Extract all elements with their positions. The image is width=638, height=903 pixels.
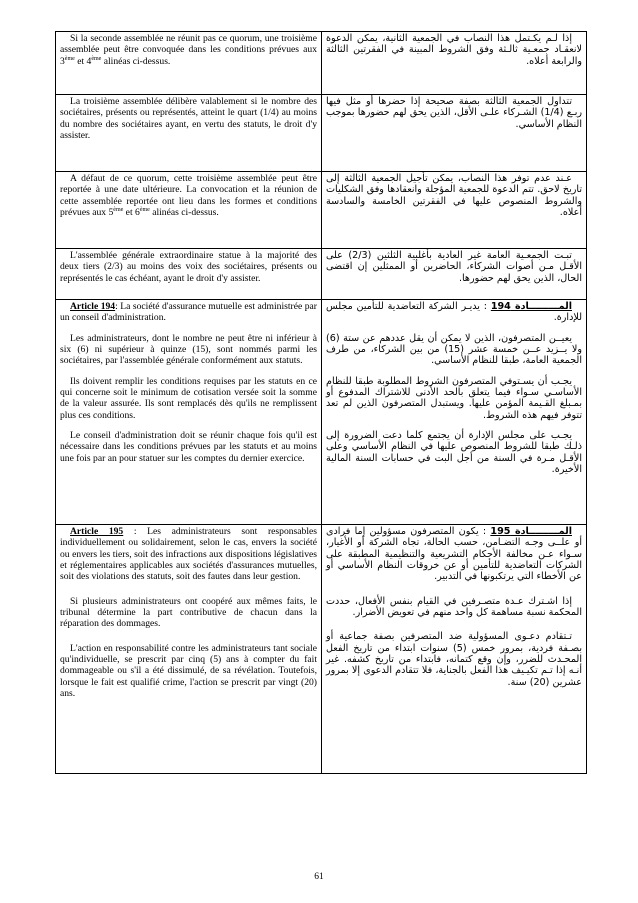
- table-row: [56, 300, 587, 525]
- french-cell: [56, 525, 322, 774]
- table-row: [56, 172, 587, 249]
- french-cell: [56, 172, 322, 249]
- arabic-text: إذا لـم يكـتمل هذا النصاب في الجمعية الثانية، يمكن الدعوة لانعقـاد جمعـية ثالـثة وفق الشروط المبينة في الفقرتين الثالثة والرابعة أعلاه.: [326, 33, 582, 67]
- french-cell: [56, 95, 322, 172]
- arabic-text: عـند عدم توفر هذا النصاب، يمكن تأجيل الجمعية الثالثة إلى تاريخ لاحق. تتم الدعوة للجمعية المؤجلة وانعقادها وفق الشكليات والشروط المنصوص عليها في الفقرتين الخامسة والسادسة أعلاه.: [326, 173, 582, 219]
- french-text: alinéas ci-dessus.: [149, 207, 219, 219]
- french-text: La troisième assemblée délibère valablement si le nombre des sociétaires, présents ou représentés, atteint le quart (1/4) au moins du nombre des sociétaires ayant, en vertu des statuts, le droit d'y assister.: [60, 96, 317, 142]
- arabic-text: تبـت الجمعـية العامة غير العادية بأغلبية الثلثين (2/3) على الأقـل مـن أصوات الشركاء، الحاضرين أو الممثلين إن اقتضى الحال، الذين يحق لهم حضورها.: [326, 250, 582, 284]
- superscript: ème: [139, 206, 150, 213]
- arabic-text: : يديـر الشركة التعاضدية للتأمين مجلس للإدارة.: [326, 301, 582, 324]
- arabic-text: يجـب أن يسـتوفي المتصرفون الشروط المطلوبة طبقا للنظام الأساسـي سـواء فيما يتعلق بالحد الأدنى للاشتراك المدفوع أو بمـبلغ القـيمة المؤمن عليها. ويستبدل المتصرفون الذين لم تعد تتوفر فيهم هذه الشروط.: [326, 375, 582, 421]
- arabic-text: يجـب على مجلس الإدارة أن يجتمع كلما دعت الضرورة إلى ذلـك طبقا للشروط المنصوص عليها في النظام الأساسي وعلى الأقـل مـرة في السنة من أجل البت في حسابات السنة المالية الأخيرة.: [326, 430, 582, 476]
- french-text: alinéas ci-dessus.: [101, 55, 171, 67]
- arabic-text: يعيــن المتصرفون، الذين لا يمكن أن يقل عددهم عن ستة (6) ولا يــزيد عــن خمسة عشر (15) من بين الشركاء، من طرف الجمعية العامة، طبقا للنظام الأساسي.: [326, 332, 583, 367]
- french-text: Ils doivent remplir les conditions requises par les statuts en ce qui concerne soit le minimum de cotisation versée soit la somme de la valeur assurée. Ils sont remplacés dès qu'ils ne remplissent plus ces conditions.: [60, 375, 317, 421]
- french-text: L'assemblée générale extraordinaire statue à la majorité des deux tiers (2/3) au moins des voix des sociétaires, présents ou représentés le cas échéant, ayant le droit d'y assister.: [60, 250, 317, 284]
- arabic-cell: [322, 249, 587, 300]
- article-number: المـــــــــادة 195: [490, 526, 572, 537]
- table-row: [56, 249, 587, 300]
- article-number: المـــــــــادة 194: [490, 301, 572, 312]
- superscript: ème: [113, 206, 124, 213]
- arabic-cell: [322, 95, 587, 172]
- french-text: L'action en responsabilité contre les administrateurs tant sociale qu'individuelle, se prescrit par cinq (5) ans à compter du fait dommageable ou s'il a été dissimulé, de sa révélation. Toutefois, lorsque le fait est qualifié crime, l'action se prescrit par vingt (20) ans.: [60, 642, 317, 700]
- french-text: Les administrateurs, dont le nombre ne peut être ni inférieur à six (6) ni supérieur à quinze (15), sont nommés parmi les sociétaires, par l'assemblée générale conformément aux statuts.: [60, 332, 317, 367]
- french-text: Si la seconde assemblée ne réunit pas ce quorum, une troisième assemblée peut être convoquée dans les conditions prévues aux 3: [60, 33, 317, 67]
- french-text: et 6: [123, 207, 140, 219]
- arabic-cell: [322, 300, 587, 525]
- french-cell: [56, 300, 322, 525]
- arabic-cell: [322, 32, 587, 95]
- table-row: [56, 525, 587, 774]
- arabic-text: تـتقادم دعـوى المسؤولية ضد المتصرفين بصفة جماعية أو بصـفة فردية، بمرور خمس (5) سنوات ابتداء من تاريخ الفعل المحـدث للضرر، وإن وقع كتمانه، فابتداء من تاريخ كشفه. غير أنـه إذا تـم تكيـيف هذا الفعل بالجناية، فلا تتقادم الدعوى إلا بمرور عشرين (20) سنة.: [326, 631, 582, 688]
- french-cell: [56, 32, 322, 95]
- arabic-text: تتداول الجمعية الثالثة بصفة صحيحة إذا حضرها أو مثل فيها ربـع (1/4) الشـركاء علـى الأقل، الذين يحق لهم حضورها بموجب النظام الأساسي.: [326, 96, 582, 130]
- superscript: ème: [64, 55, 75, 62]
- bilingual-law-table: [55, 31, 587, 774]
- french-cell: [56, 249, 322, 300]
- arabic-cell: [322, 172, 587, 249]
- french-text: A défaut de ce quorum, cette troisième assemblée peut être reportée à une date ultérieure. La convocation et la réunion de cette assemblée reportée ont lieu dans les formes et conditions prévues aux 5: [60, 173, 317, 219]
- table-row: [56, 95, 587, 172]
- french-text: Le conseil d'administration doit se réunir chaque fois qu'il est nécessaire dans les conditions prévues par les statuts et au moins une fois par an pour statuer sur les comptes du dernier exercice.: [60, 430, 317, 464]
- article-number: Article 195: [70, 526, 124, 537]
- arabic-text: : يكون المتصرفون مسؤولين إما فرادى أو علــى وجـه التضـامن، حسب الحالة، تجاه الشركة أو الأغيار، سـواء عـن مخالفة الأحكام التشريعية والتنظيمية المطبقة على الشركات التعاضدية للتأمين أو عن خروقات النظام الأساسي أو عن الأخطاء التي يرتكبونها في التدبير.: [326, 526, 582, 583]
- page-number: 61: [314, 872, 324, 882]
- french-text: et 4: [74, 55, 92, 67]
- french-text: : Les administrateurs sont responsables individuellement ou solidairement, selon le cas, envers la société ou envers les tiers, soit des infractions aux dispositions législatives et réglementaires applicables aux sociétés d'assurances mutuelles, soit des violations des statuts, soit des fautes dans leur gestion.: [60, 526, 317, 583]
- superscript: ème: [91, 55, 102, 62]
- article-number: Article 194: [70, 301, 116, 312]
- arabic-text: إذا اشـترك عـدة متصـرفين في القيام بنفس الأفعال، حددت المحكمة نسبة مساهمة كل واحد منهم في تعويض الأضرار.: [326, 595, 582, 619]
- table-row: [56, 32, 587, 95]
- french-text: : La société d'assurance mutuelle est administrée par un conseil d'administration.: [60, 301, 317, 324]
- arabic-cell: [322, 525, 587, 774]
- french-text: Si plusieurs administrateurs ont coopéré aux mêmes faits, le tribunal détermine la part contributive de chacun dans la réparation des dommages.: [60, 595, 317, 630]
